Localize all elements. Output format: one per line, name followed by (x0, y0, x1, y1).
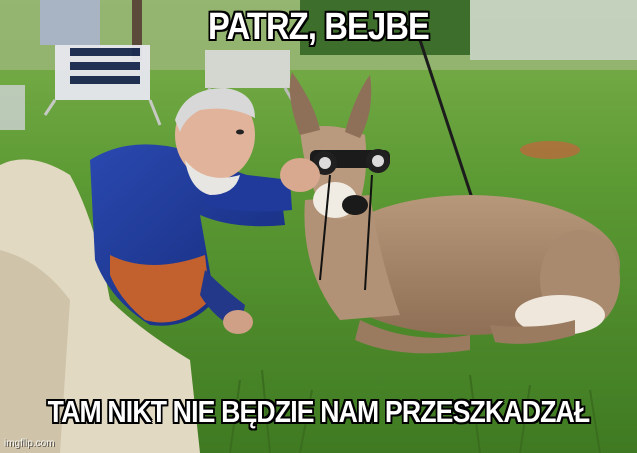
lawn-chair-far-left (0, 85, 25, 130)
top-caption: PATRZ, BEJBE (208, 6, 429, 48)
bottom-caption: TAM NIKT NIE BĘDZIE NAM PRZESZKADZAŁ (47, 394, 590, 429)
lawn-object (520, 141, 580, 159)
watermark: imgflip.com (4, 438, 55, 449)
